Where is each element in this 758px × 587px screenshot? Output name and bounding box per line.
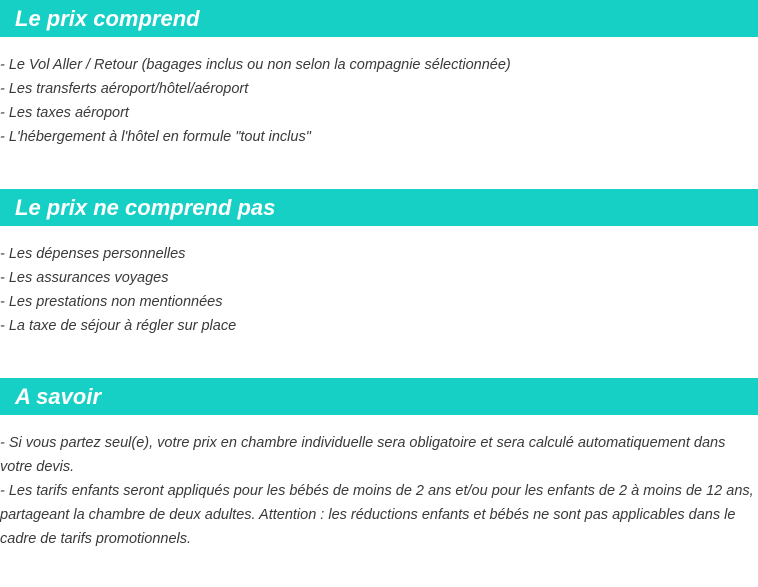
- section-title-good-to-know: A savoir: [0, 378, 758, 415]
- section-title-price-excludes: Le prix ne comprend pas: [0, 189, 758, 226]
- section-price-includes: [0, 0, 758, 149]
- list-item: - Les transferts aéroport/hôtel/aéroport: [0, 81, 249, 97]
- section-spacer: [0, 338, 758, 378]
- list-item: - La taxe de séjour à régler sur place: [0, 318, 237, 334]
- list-item: - Les prestations non mentionnées: [0, 294, 223, 310]
- good-to-know-list: [0, 415, 758, 551]
- price-excludes-list: [0, 226, 758, 338]
- list-item: - Les dépenses personnelles: [0, 246, 186, 262]
- list-item: - Le Vol Aller / Retour (bagages inclus ou non selon la compagnie sélectionnée): [0, 57, 511, 73]
- section-good-to-know: [0, 378, 758, 551]
- list-item: - Les taxes aéroport: [0, 105, 129, 121]
- section-spacer: [0, 149, 758, 189]
- list-item: - Si vous partez seul(e), votre prix en chambre individuelle sera obligatoire et sera calculé automatiquement dans votre devis.: [0, 435, 726, 475]
- list-item: - Les tarifs enfants seront appliqués pour les bébés de moins de 2 ans et/ou pour les enfants de 2 à moins de 12 ans, partageant la chambre de deux adultes. Attention : les réductions enfants et bébés ne sont pas applicables dans le cadre de tarifs promotionnels.: [0, 483, 754, 547]
- section-title-price-includes: Le prix comprend: [0, 0, 758, 37]
- section-price-excludes: [0, 189, 758, 338]
- price-includes-list: [0, 37, 758, 149]
- list-item: - Les assurances voyages: [0, 270, 169, 286]
- list-item: - L'hébergement à l'hôtel en formule "tout inclus": [0, 129, 311, 145]
